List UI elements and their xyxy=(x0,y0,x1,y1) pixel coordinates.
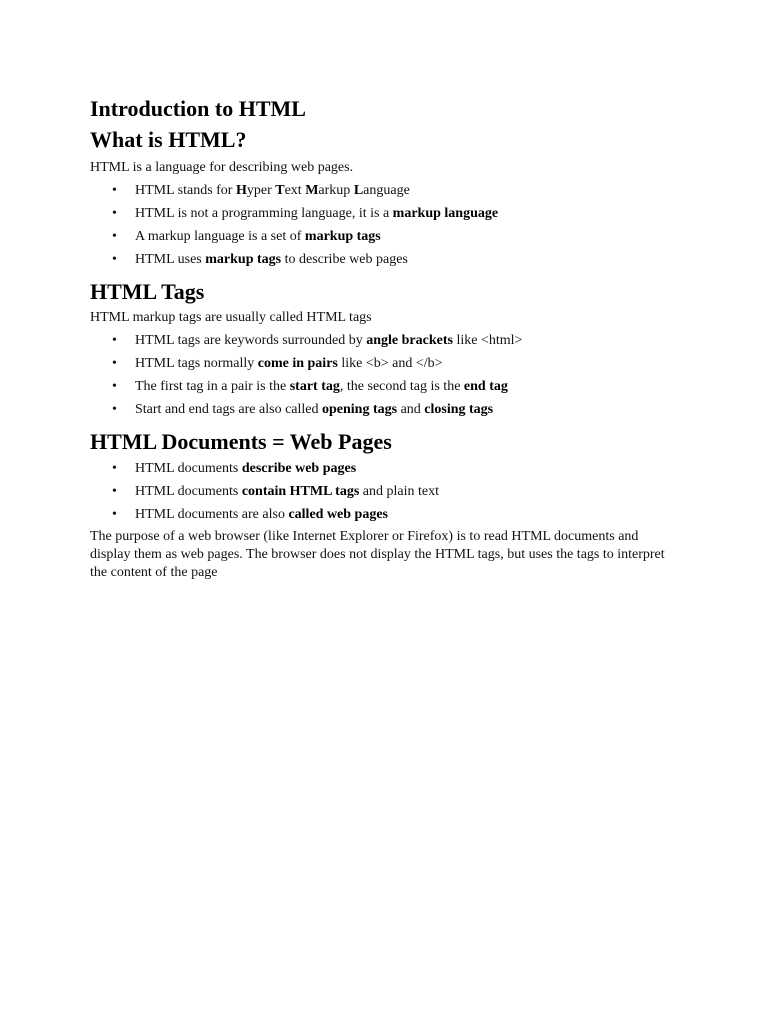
list-item: • A markup language is a set of markup tags xyxy=(112,229,381,244)
bullet-icon: • xyxy=(112,402,117,417)
section-intro-html-tags: HTML markup tags are usually called HTML tags xyxy=(90,310,372,325)
list-item: • HTML tags are keywords surrounded by angle brackets like <html> xyxy=(112,333,523,348)
list-item: • HTML documents are also called web pages xyxy=(112,507,389,522)
bullet-icon: • xyxy=(112,507,117,522)
bullet-list-html-tags xyxy=(90,332,678,419)
list-item: • HTML tags normally come in pairs like <b> and </b> xyxy=(112,356,443,371)
bullet-icon: • xyxy=(112,229,117,244)
list-item: • HTML is not a programming language, it is a markup language xyxy=(112,206,499,221)
bullet-icon: • xyxy=(112,484,117,499)
bullet-icon: • xyxy=(112,183,117,198)
bullet-icon: • xyxy=(112,356,117,371)
bullet-list-what-is-html xyxy=(90,182,678,269)
bullet-list-html-documents xyxy=(90,460,678,524)
list-item: • Start and end tags are also called opening tags and closing tags xyxy=(112,402,494,417)
bullet-icon: • xyxy=(112,379,117,394)
bullet-icon: • xyxy=(112,333,117,348)
bullet-icon: • xyxy=(112,206,117,221)
closing-paragraph: The purpose of a web browser (like Internet Explorer or Firefox) is to read HTML documents and display them as web pages. The browser does not display the HTML tags, but uses the tags to interpret the content of the page xyxy=(90,529,665,580)
list-item: • HTML documents contain HTML tags and plain text xyxy=(112,484,439,499)
list-item: • HTML stands for Hyper Text Markup Language xyxy=(112,183,410,198)
list-item: • The first tag in a pair is the start tag, the second tag is the end tag xyxy=(112,379,508,394)
list-item: • HTML documents describe web pages xyxy=(112,461,357,476)
section-heading-html-tags: HTML Tags xyxy=(90,279,205,304)
page-title: Introduction to HTML xyxy=(90,96,306,121)
bullet-icon: • xyxy=(112,461,117,476)
list-item: • HTML uses markup tags to describe web pages xyxy=(112,252,408,267)
section-heading-html-documents: HTML Documents = Web Pages xyxy=(90,429,392,454)
section-intro-what-is-html: HTML is a language for describing web pages. xyxy=(90,160,354,175)
section-heading-what-is-html: What is HTML? xyxy=(90,127,247,152)
bullet-icon: • xyxy=(112,252,117,267)
